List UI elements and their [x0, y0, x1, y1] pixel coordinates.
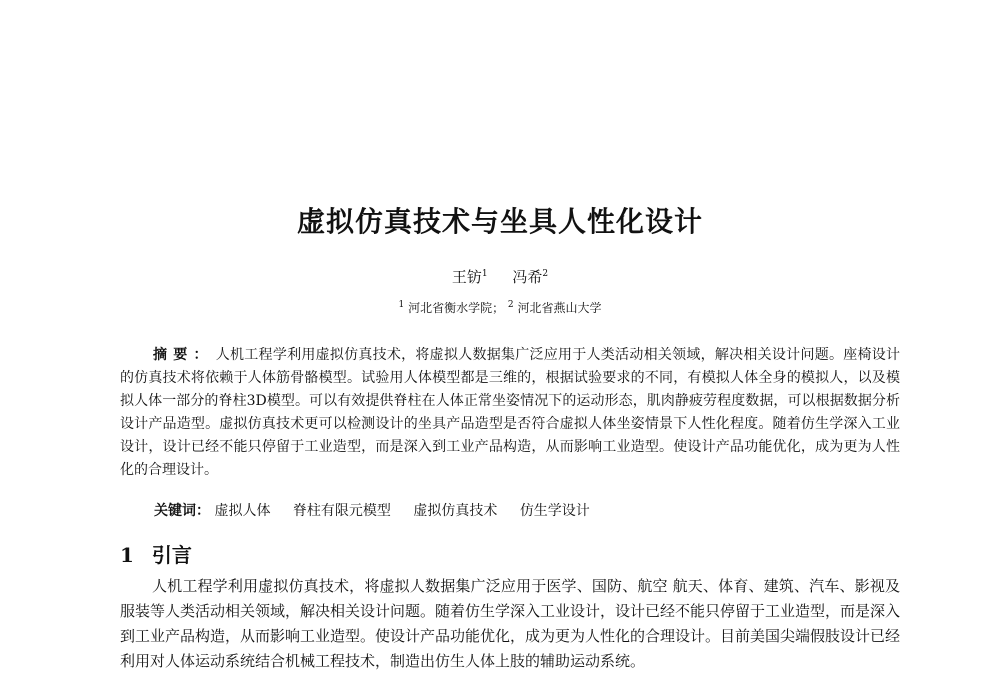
- affiliation-mark: 2: [507, 300, 514, 310]
- section-number: 1: [120, 543, 134, 567]
- section-title: 引言: [151, 543, 192, 567]
- keyword: 虚拟仿真技术: [413, 503, 498, 519]
- abstract-block: [120, 344, 900, 482]
- abstract-text: 人机工程学利用虚拟仿真技术，将虚拟人数据集广泛应用于人类活动相关领域，解决相关设计问题。座椅设计的仿真技术将依赖于人体筋骨骼模型。试验用人体模型都是三维的，根据试验要求的不同，有模拟人体全身的模拟人，以及模拟人体一部分的脊柱3D模型。可以有效提供脊柱在人体正常坐姿情况下的运动形态，肌肉静疲劳程度数据，可以根据数据分析设计产品造型。虚拟仿真技术更可以检测设计的坐具产品造型是否符合虚拟人体坐姿情景下人性化程度。随着仿生学深入工业设计，设计已经不能只停留于工业造型，而是深入到工业产品构造，从而影响工业造型。使设计产品功能优化，成为更为人性化的合理设计。: [120, 347, 900, 478]
- keywords-line: [154, 500, 904, 523]
- affiliation-text: 河北省衡水学院；: [408, 301, 505, 315]
- author-name: 王钫: [451, 268, 482, 286]
- author-affil-mark: 1: [481, 269, 488, 279]
- keywords-label: 关键词：: [154, 503, 210, 519]
- keyword: 仿生学设计: [519, 503, 590, 519]
- author-name: 冯希: [512, 268, 543, 286]
- section-heading: [120, 539, 192, 568]
- paper-title: 虚拟仿真技术与坐具人性化设计: [296, 205, 703, 238]
- affiliation-text: 河北省燕山大学: [517, 301, 602, 315]
- affiliation-line: [0, 299, 1000, 316]
- keyword: 虚拟人体: [214, 503, 271, 519]
- body-paragraph: 人机工程学利用虚拟仿真技术，将虚拟人数据集广泛应用于医学、国防、航空 航天、体育、建筑、汽车、影视及服装等人类活动相关领域，解决相关设计问题。随着仿生学深入工业设计，设计已经不能只停留于工业造型，而是深入到工业产品构造，从而影响工业造型。使设计产品功能优化，成为更为人性化的合理设计。目前美国尖端假肢设计已经利用对人体运动系统结合机械工程技术，制造出仿生人体上肢的辅助运动系统。: [120, 577, 901, 670]
- author: [452, 268, 488, 286]
- author-affil-mark: 2: [542, 269, 549, 279]
- abstract-label: 摘要：: [153, 347, 214, 363]
- author-list: [0, 266, 1000, 287]
- keyword: 脊柱有限元模型: [292, 503, 391, 519]
- author: [512, 268, 548, 286]
- affiliation-mark: 1: [398, 300, 405, 310]
